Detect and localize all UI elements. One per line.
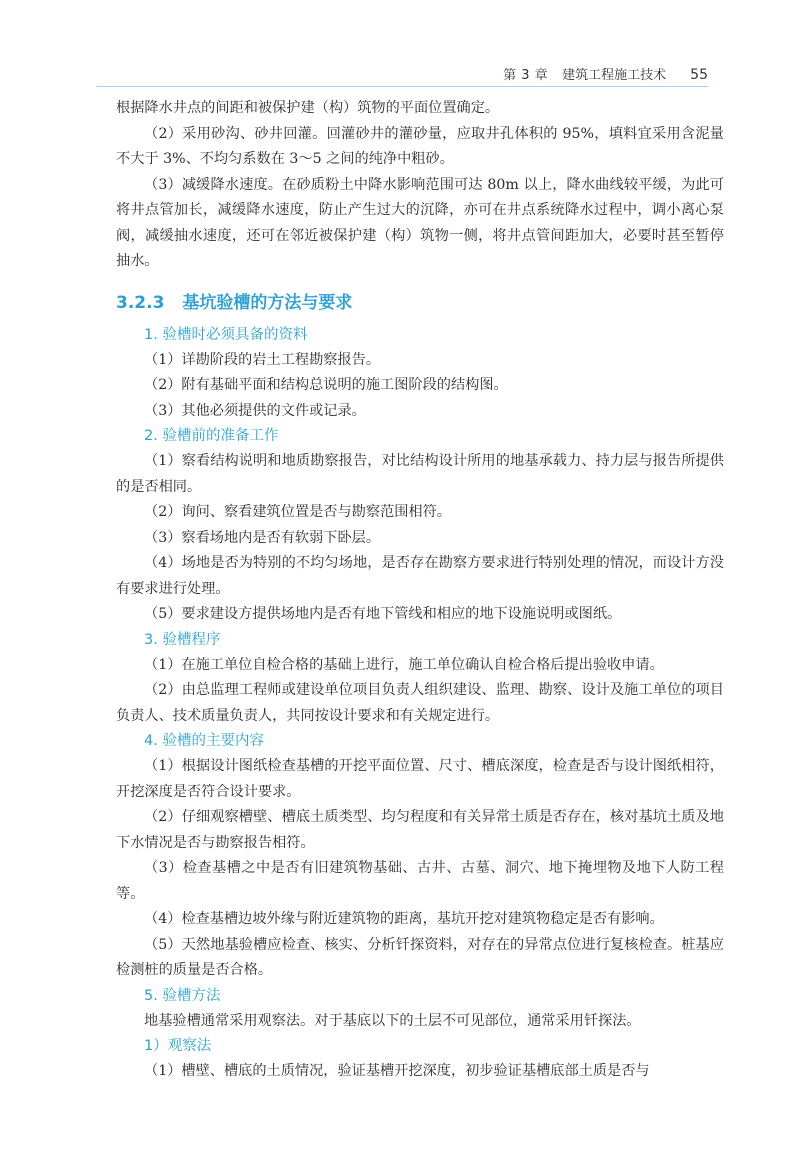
- header-rule: [96, 86, 708, 87]
- subsection-heading: 1. 验槽时必须具备的资料: [144, 326, 308, 343]
- list-item: （2）由总监理工程师或建设单位项目负责人组织建设、监理、勘察、设计及施工单位的项目负责人、技术质量负责人，共同按设计要求和有关规定进行。: [116, 682, 724, 724]
- subsection-heading: 2. 验槽前的准备工作: [144, 428, 279, 444]
- chapter-number: 第 3 章: [503, 68, 549, 83]
- section-title: 基坑验槽的方法与要求: [182, 292, 353, 313]
- paragraph: 根据降水井点的间距和被保护建（构）筑物的平面位置确定。: [116, 100, 500, 116]
- list-item: （1）在施工单位自检合格的基础上进行，施工单位确认自检合格后提出验收申请。: [144, 656, 664, 673]
- list-item: （3）察看场地内是否有软弱下卧层。: [144, 529, 381, 546]
- list-item: （1）详勘阶段的岩土工程勘察报告。: [144, 351, 381, 368]
- list-item: （5）天然地基验槽应检查、核实、分析钎探资料，对存在的异常点位进行复核检查。桩基应检测桩的质量是否合格。: [116, 936, 724, 978]
- section-number: 3.2.3: [116, 292, 165, 313]
- page-body: [116, 96, 724, 1085]
- list-item: （3）检查基槽之中是否有旧建筑物基础、古井、古墓、洞穴、地下掩埋物及地下人防工程等。: [116, 860, 724, 902]
- section-heading: [116, 289, 724, 317]
- list-item: （4）检查基槽边坡外缘与附近建筑物的距离，基坑开挖对建筑物稳定是否有影响。: [144, 911, 664, 927]
- paragraph: 地基验槽通常采用观察法。对于基底以下的土层不可见部位，通常采用钎探法。: [144, 1012, 641, 1029]
- paragraph: （3）减缓降水速度。在砂质粉土中降水影响范围可达 80m 以上，降水曲线较平缓，为此可将井点管加长，减缓降水速度，防止产生过大的沉降，亦可在井点系统降水过程中，调小离心泵阀，减缓抽水速度，还可在邻近被保护建（构）筑物一侧，将井点管间距加大，必要时甚至暂停抽水。: [116, 176, 724, 269]
- paragraph: （2）采用砂沟、砂井回灌。回灌砂井的灌砂量，应取井孔体积的 95%，填料宜采用含泥量不大于 3%、不均匀系数在 3～5 之间的纯净中粗砂。: [116, 125, 724, 167]
- subsection-heading: 3. 验槽程序: [144, 631, 221, 648]
- list-item: （5）要求建设方提供场地内是否有地下管线和相应的地下设施说明或图纸。: [144, 606, 622, 622]
- subsection-heading: 5. 验槽方法: [144, 987, 221, 1004]
- subsection-heading: 4. 验槽的主要内容: [144, 733, 264, 749]
- list-item: （3）其他必须提供的文件或记录。: [144, 402, 366, 419]
- sub-subsection-heading: 1）观察法: [144, 1038, 212, 1054]
- list-item: （2）附有基础平面和结构总说明的施工图阶段的结构图。: [144, 377, 508, 393]
- list-item: （2）仔细观察槽壁、槽底土质类型、均匀程度和有关异常土质是否存在，核对基坑土质及地下水情况是否与勘察报告相符。: [116, 809, 724, 851]
- running-header: [503, 64, 708, 83]
- chapter-title: 建筑工程施工技术: [562, 68, 667, 83]
- list-item: （1）察看结构说明和地质勘察报告，对比结构设计所用的地基承载力、持力层与报告所提供的是否相同。: [116, 453, 724, 495]
- list-item: （2）询问、察看建筑位置是否与勘察范围相符。: [144, 504, 451, 520]
- page-number: 55: [690, 67, 708, 83]
- list-item: （1）槽壁、槽底的土质情况，验证基槽开挖深度，初步验证基槽底部土质是否与: [144, 1063, 650, 1079]
- list-item: （4）场地是否为特别的不均匀场地，是否存在勘察方要求进行特别处理的情况，而设计方没有要求进行处理。: [116, 555, 724, 597]
- list-item: （1）根据设计图纸检查基槽的开挖平面位置、尺寸、槽底深度，检查是否与设计图纸相符，开挖深度是否符合设计要求。: [116, 758, 724, 800]
